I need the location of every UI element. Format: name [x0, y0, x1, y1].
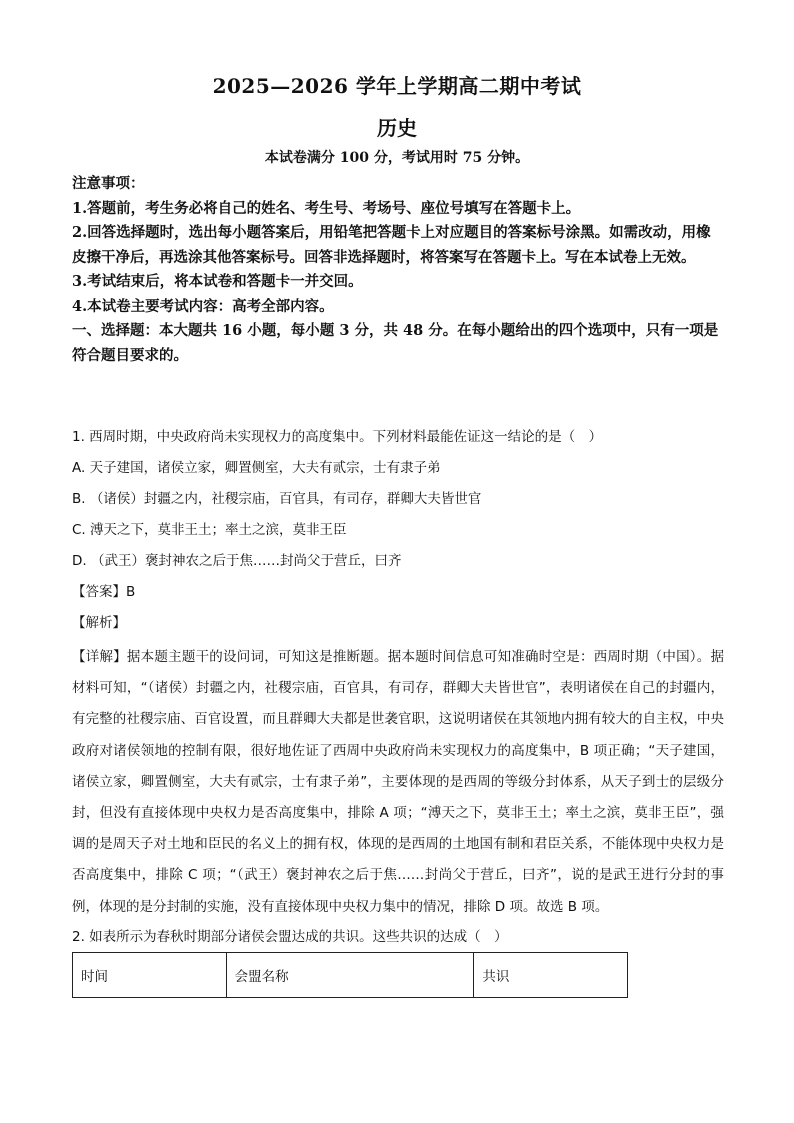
answer-value: B — [126, 584, 136, 600]
table-header-cell: 时间 — [73, 953, 227, 998]
analysis-label: 【解析】 — [72, 615, 126, 631]
option-b: B. （诸侯）封疆之内，社稷宗庙，百官具，有司存，群卿大夫皆世官 — [72, 491, 482, 507]
option-d: D. （武王）褒封神农之后于焦……封尚父于营丘，曰齐 — [72, 553, 402, 569]
note-item: 2.回答选择题时，选出每小题答案后，用铅笔把答题卡上对应题目的答案标号涂黑。如需改动，用橡皮擦干净后，再选涂其他答案标号。回答非选择题时，将答案写在答题卡上。写在本试卷上无效。 — [72, 224, 711, 266]
table-header-cell: 共识 — [474, 953, 628, 998]
answer-label: 【答案】 — [72, 584, 126, 600]
exam-info: 本试卷满分 100 分，考试用时 75 分钟。 — [264, 150, 530, 166]
answer-line — [72, 577, 724, 608]
option-a: A. 天子建国，诸侯立家，卿置侧室，大夫有贰宗，士有隶子弟 — [72, 460, 441, 476]
detail-label: 【详解】 — [72, 649, 127, 665]
table-header-row — [73, 953, 628, 998]
option-c: C. 溥天之下，莫非王土；率土之滨，莫非王臣 — [72, 522, 347, 538]
alliance-table — [72, 952, 628, 998]
note-item: 4.本试卷主要考试内容：高考全部内容。 — [72, 297, 334, 315]
section-heading: 一、选择题：本大题共 16 小题，每小题 3 分，共 48 分。在每小题给出的四个选项中，只有一项是符合题目要求的。 — [72, 322, 719, 364]
notes-heading: 注意事项： — [72, 175, 145, 192]
note-item: 3.考试结束后，将本试卷和答题卡一并交回。 — [72, 273, 363, 290]
detail-paragraph — [72, 642, 724, 923]
question-2-stem: 2. 如表所示为春秋时期部分诸侯会盟达成的共识。这些共识的达成（ ） — [72, 929, 508, 945]
question-1-stem: 1. 西周时期，中央政府尚未实现权力的高度集中。下列材料最能佐证这一结论的是（ ） — [72, 429, 603, 445]
subject-title: 历史 — [377, 116, 417, 140]
table-header-cell: 会盟名称 — [226, 953, 474, 998]
notes-section — [72, 172, 724, 368]
exam-title: 2025—2026 学年上学期高二期中考试 — [212, 74, 582, 98]
detail-text: 据本题主题干的设问词，可知这是推断题。据本题时间信息可知准确时空是：西周时期（中国）。据材料可知，“（诸侯）封疆之内，社稷宗庙，百官具，有司存，群卿大夫皆世官”，表明诸侯在自己的封疆内，有完整的社稷宗庙、百官设置，而且群卿大夫都是世袭官职，这说明诸侯在其领地内拥有较大的自主权，中央政府对诸侯领地的控制有限，很好地佐证了西周中央政府尚未实现权力的高度集中，B 项正确；“天子建国，诸侯立家，卿置侧室，大夫有贰宗，士有隶子弟”，主要体现的是西周的等级分封体系，从天子到士的层级分封，但没有直接体现中央权力是否高度集中，排除 A 项；“溥天之下，莫非王土；率土之滨，莫非王臣”，强调的是周天子对土地和臣民的名义上的拥有权，体现的是西周的土地国有制和君臣关系，不能体现中央权力是否高度集中，排除 C 项；“（武王）褒封神农之后于焦……封尚父于营丘，曰齐”，说的是武王进行分封的事例，体现的是分封制的实施，没有直接体现中央权力集中的情况，排除 D 项。故选 B 项。 — [72, 649, 725, 915]
note-item: 1.答题前，考生务必将自己的姓名、考生号、考场号、座位号填写在答题卡上。 — [72, 199, 581, 217]
